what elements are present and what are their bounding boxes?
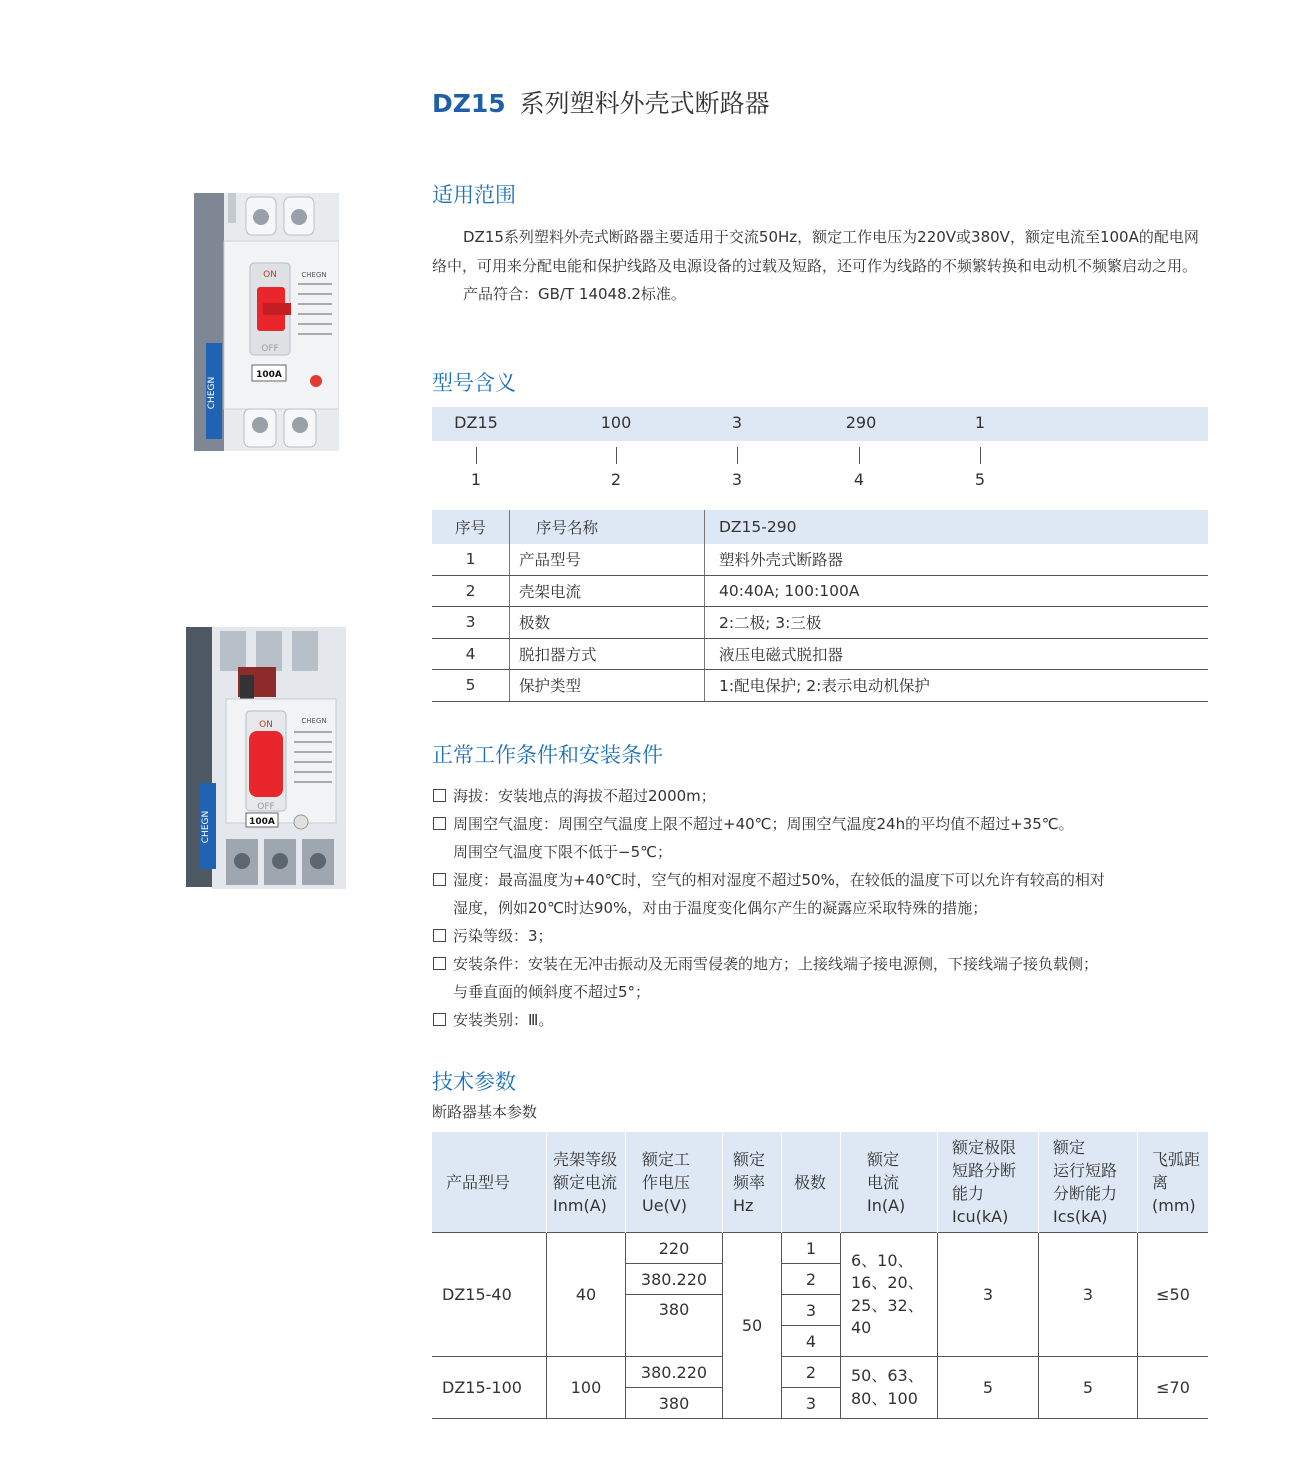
table-row bbox=[432, 607, 1208, 639]
cell-arc-distance: ≤50 bbox=[1138, 1233, 1209, 1357]
header-icu: 额定极限 短路分断 能力 Icu(kA) bbox=[938, 1132, 1039, 1233]
cell-voltage: 380 bbox=[626, 1295, 723, 1357]
tech-subheading: 断路器基本参数 bbox=[432, 1103, 538, 1121]
title-text: 系列塑料外壳式断路器 bbox=[519, 89, 770, 118]
model-meaning-table bbox=[432, 510, 1208, 702]
condition-item bbox=[432, 950, 1222, 1006]
model-meaning-heading: 型号含义 bbox=[432, 371, 516, 395]
table-cell: 3 bbox=[432, 607, 510, 639]
table-row bbox=[432, 544, 1208, 575]
model-code-segment: 290 bbox=[845, 413, 877, 432]
cell-poles: 3 bbox=[782, 1388, 841, 1419]
cell-model: DZ15-100 bbox=[432, 1357, 547, 1419]
condition-line: 湿度：最高温度为+40℃时，空气的相对湿度不超过50%，在较低的温度下可以允许有较高的相对 bbox=[453, 871, 1105, 889]
product2-rating-label: 100A bbox=[249, 817, 275, 827]
scope-text bbox=[432, 223, 1212, 309]
model-code-segment: 3 bbox=[731, 413, 743, 432]
table-header-row bbox=[432, 1132, 1208, 1233]
cell-voltage: 220 bbox=[626, 1233, 723, 1264]
position-number: 2 bbox=[610, 470, 622, 489]
scope-standard: 产品符合：GB/T 14048.2标准。 bbox=[463, 285, 686, 303]
position-tick bbox=[476, 447, 477, 464]
cell-frame: 100 bbox=[547, 1357, 626, 1419]
condition-item bbox=[432, 922, 1222, 950]
condition-line: 湿度，例如20℃时达90%，对由于温度变化偶尔产生的凝露应采取特殊的措施； bbox=[453, 899, 988, 917]
condition-item bbox=[432, 810, 1222, 866]
position-tick bbox=[737, 447, 738, 464]
model-code-segment: 100 bbox=[600, 413, 632, 432]
cell-poles: 4 bbox=[782, 1326, 841, 1357]
header-rated-current: 额定 电流 In(A) bbox=[841, 1132, 938, 1233]
position-number: 5 bbox=[974, 470, 986, 489]
cell-ics: 3 bbox=[1039, 1233, 1138, 1357]
table-cell: 4 bbox=[432, 638, 510, 670]
table-header-cell: 序号 bbox=[432, 510, 510, 544]
scope-heading: 适用范围 bbox=[432, 183, 516, 207]
product2-on-label: ON bbox=[259, 720, 273, 730]
position-tick bbox=[859, 447, 860, 464]
cell-poles: 2 bbox=[782, 1357, 841, 1388]
product1-brand: CHEGN bbox=[301, 271, 327, 279]
position-number: 4 bbox=[853, 470, 865, 489]
table-cell: 壳架电流 bbox=[510, 575, 705, 607]
condition-item bbox=[432, 1006, 1222, 1034]
table-row bbox=[432, 1233, 1208, 1264]
table-cell: 2 bbox=[432, 575, 510, 607]
cell-poles: 2 bbox=[782, 1264, 841, 1295]
condition-line: 与垂直面的倾斜度不超过5°； bbox=[453, 983, 651, 1001]
table-cell: 5 bbox=[432, 670, 510, 702]
header-voltage: 额定工 作电压 Ue(V) bbox=[626, 1132, 723, 1233]
cell-icu: 3 bbox=[938, 1233, 1039, 1357]
product1-brand-side: CHEGN bbox=[207, 376, 217, 410]
header-model: 产品型号 bbox=[432, 1132, 547, 1233]
header-arc-distance: 飞弧距离 (mm) bbox=[1138, 1132, 1209, 1233]
conditions-heading: 正常工作条件和安装条件 bbox=[432, 743, 663, 767]
checkbox-icon bbox=[433, 957, 446, 970]
tech-params-table bbox=[432, 1132, 1208, 1419]
cell-model: DZ15-40 bbox=[432, 1233, 547, 1357]
table-header-cell: 序号名称 bbox=[510, 510, 705, 544]
cell-ics: 5 bbox=[1039, 1357, 1138, 1419]
product1-off-label: OFF bbox=[261, 344, 279, 354]
condition-line: 周围空气温度下限不低于−5℃； bbox=[453, 843, 672, 861]
table-row bbox=[432, 1357, 1208, 1388]
table-row bbox=[432, 670, 1208, 702]
cell-voltage: 380 bbox=[626, 1388, 723, 1419]
tech-heading: 技术参数 bbox=[432, 1070, 516, 1094]
product-image-three-pole bbox=[186, 627, 346, 897]
table-header-row bbox=[432, 510, 1208, 544]
table-cell: 1 bbox=[432, 544, 510, 575]
header-frequency: 额定 频率 Hz bbox=[723, 1132, 782, 1233]
condition-line: 安装类别：Ⅲ。 bbox=[453, 1011, 554, 1029]
table-cell: 塑料外壳式断路器 bbox=[705, 544, 1209, 575]
condition-line: 安装条件：安装在无冲击振动及无雨雪侵袭的地方；上接线端子接电源侧，下接线端子接负载侧； bbox=[453, 955, 1099, 973]
model-code-positions bbox=[432, 447, 1208, 497]
cell-poles: 1 bbox=[782, 1233, 841, 1264]
table-cell: 液压电磁式脱扣器 bbox=[705, 638, 1209, 670]
table-cell: 保护类型 bbox=[510, 670, 705, 702]
table-cell: 2:二极; 3:三极 bbox=[705, 607, 1209, 639]
table-row bbox=[432, 638, 1208, 670]
condition-line: 海拔：安装地点的海拔不超过2000m； bbox=[453, 787, 716, 805]
cell-voltage: 380.220 bbox=[626, 1357, 723, 1388]
page-title bbox=[432, 84, 770, 120]
position-number: 1 bbox=[470, 470, 482, 489]
position-tick bbox=[616, 447, 617, 464]
position-tick bbox=[980, 447, 981, 464]
table-cell: 产品型号 bbox=[510, 544, 705, 575]
product-image-two-pole bbox=[194, 193, 339, 451]
cell-arc-distance: ≤70 bbox=[1138, 1357, 1209, 1419]
cell-voltage: 380.220 bbox=[626, 1264, 723, 1295]
cell-rated-current: 50、63、 80、100 bbox=[841, 1357, 938, 1419]
conditions-list bbox=[432, 782, 1222, 1034]
product1-on-label: ON bbox=[263, 270, 277, 280]
table-row bbox=[432, 575, 1208, 607]
condition-line: 污染等级：3； bbox=[453, 927, 553, 945]
cell-poles: 3 bbox=[782, 1295, 841, 1326]
checkbox-icon bbox=[433, 789, 446, 802]
checkbox-icon bbox=[433, 929, 446, 942]
condition-item bbox=[432, 866, 1222, 922]
cell-icu: 5 bbox=[938, 1357, 1039, 1419]
position-number: 3 bbox=[731, 470, 743, 489]
checkbox-icon bbox=[433, 1013, 446, 1026]
model-code-segment: 1 bbox=[974, 413, 986, 432]
table-cell: 极数 bbox=[510, 607, 705, 639]
header-poles: 极数 bbox=[782, 1132, 841, 1233]
checkbox-icon bbox=[433, 873, 446, 886]
model-code-bar bbox=[432, 407, 1208, 441]
cell-rated-current: 6、10、 16、20、 25、32、 40 bbox=[841, 1233, 938, 1357]
table-cell: 1:配电保护; 2:表示电动机保护 bbox=[705, 670, 1209, 702]
product1-rating-label: 100A bbox=[256, 370, 282, 380]
condition-item bbox=[432, 782, 1222, 810]
model-code-segment: DZ15 bbox=[454, 413, 498, 432]
condition-line: 周围空气温度：周围空气温度上限不超过+40℃；周围空气温度24h的平均值不超过+35℃。 bbox=[453, 815, 1074, 833]
cell-frame: 40 bbox=[547, 1233, 626, 1357]
cell-frequency: 50 bbox=[723, 1233, 782, 1419]
scope-paragraph: DZ15系列塑料外壳式断路器主要适用于交流50Hz，额定工作电压为220V或380V，额定电流至100A的配电网络中，可用来分配电能和保护线路及电源设备的过载及短路，还可作为线路的不频繁转换和电动机不频繁启动之用。 bbox=[432, 228, 1199, 275]
table-cell: 脱扣器方式 bbox=[510, 638, 705, 670]
table-cell: 40:40A; 100:100A bbox=[705, 575, 1209, 607]
product2-brand-side: CHEGN bbox=[201, 810, 211, 844]
header-ics: 额定 运行短路 分断能力 Ics(kA) bbox=[1039, 1132, 1138, 1233]
table-header-cell: DZ15-290 bbox=[705, 510, 1209, 544]
product2-off-label: OFF bbox=[257, 802, 275, 812]
header-frame-current: 壳架等级 额定电流 Inm(A) bbox=[547, 1132, 626, 1233]
title-model: DZ15 bbox=[432, 89, 506, 118]
product2-brand: CHEGN bbox=[301, 717, 327, 725]
checkbox-icon bbox=[433, 817, 446, 830]
